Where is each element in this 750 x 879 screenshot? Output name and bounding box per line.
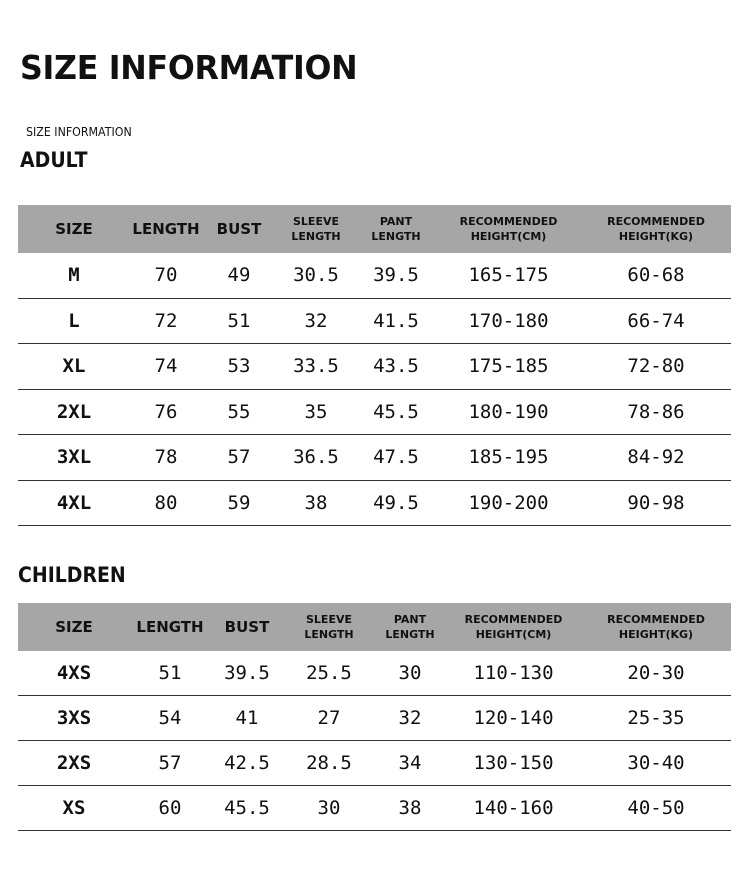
table-cell: 74: [130, 344, 202, 390]
table-cell: 32: [276, 298, 356, 344]
children-column-header: [446, 603, 581, 651]
adult-column-header: [581, 205, 731, 253]
table-cell: 60-68: [581, 253, 731, 298]
table-cell: 57: [202, 435, 276, 481]
column-header-line: HEIGHT(CM): [475, 628, 552, 641]
column-header-line: HEIGHT(KG): [618, 230, 694, 243]
adult-header-row: [18, 205, 731, 253]
column-header-line: SLEEVE: [293, 215, 339, 228]
table-cell: 84-92: [581, 435, 731, 481]
table-cell: 185-195: [436, 435, 581, 481]
table-cell: 30.5: [276, 253, 356, 298]
table-cell: 78: [130, 435, 202, 481]
table-cell: 59: [202, 480, 276, 526]
table-cell: 170-180: [436, 298, 581, 344]
children-column-header: BUST: [210, 603, 284, 651]
table-row: [18, 696, 731, 741]
table-cell: 130-150: [446, 741, 581, 786]
size-cell: 4XL: [18, 480, 130, 526]
children-column-header: LENGTH: [130, 603, 210, 651]
table-cell: 43.5: [356, 344, 436, 390]
table-cell: 165-175: [436, 253, 581, 298]
adult-column-header: SIZE: [18, 205, 130, 253]
adult-column-header: LENGTH: [130, 205, 202, 253]
column-header-line: RECOMMENDED: [459, 215, 558, 228]
table-cell: 110-130: [446, 651, 581, 696]
size-cell: 4XS: [18, 651, 130, 696]
table-cell: 180-190: [436, 389, 581, 435]
table-cell: 66-74: [581, 298, 731, 344]
size-cell: XS: [18, 786, 130, 831]
children-table-body: [18, 651, 731, 831]
table-cell: 28.5: [284, 741, 374, 786]
table-cell: 70: [130, 253, 202, 298]
table-cell: 39.5: [356, 253, 436, 298]
table-cell: 35: [276, 389, 356, 435]
table-cell: 30-40: [581, 741, 731, 786]
size-cell: 2XS: [18, 741, 130, 786]
table-cell: 40-50: [581, 786, 731, 831]
size-cell: 3XL: [18, 435, 130, 481]
table-row: [18, 480, 731, 526]
table-cell: 32: [374, 696, 446, 741]
column-header-line: PANT: [393, 613, 427, 626]
table-row: [18, 253, 731, 298]
table-cell: 78-86: [581, 389, 731, 435]
table-cell: 140-160: [446, 786, 581, 831]
column-header-line: RECOMMENDED: [464, 613, 563, 626]
table-cell: 51: [130, 651, 210, 696]
table-cell: 72: [130, 298, 202, 344]
children-column-header: [581, 603, 731, 651]
column-header-line: PANT: [379, 215, 413, 228]
column-header-line: HEIGHT(KG): [618, 628, 694, 641]
column-header-line: LENGTH: [371, 230, 421, 243]
table-cell: 49: [202, 253, 276, 298]
table-cell: 38: [276, 480, 356, 526]
adult-column-header: BUST: [202, 205, 276, 253]
table-cell: 41: [210, 696, 284, 741]
table-cell: 54: [130, 696, 210, 741]
table-cell: 90-98: [581, 480, 731, 526]
table-cell: 51: [202, 298, 276, 344]
adult-column-header: [276, 205, 356, 253]
table-cell: 36.5: [276, 435, 356, 481]
table-cell: 27: [284, 696, 374, 741]
table-row: [18, 435, 731, 481]
table-cell: 175-185: [436, 344, 581, 390]
size-cell: L: [18, 298, 130, 344]
column-header-line: LENGTH: [291, 230, 341, 243]
children-column-header: [284, 603, 374, 651]
size-cell: 3XS: [18, 696, 130, 741]
children-header-row: [18, 603, 731, 651]
table-cell: 30: [284, 786, 374, 831]
table-cell: 57: [130, 741, 210, 786]
table-cell: 45.5: [210, 786, 284, 831]
adult-column-header: [356, 205, 436, 253]
table-cell: 190-200: [436, 480, 581, 526]
children-column-header: [374, 603, 446, 651]
column-header-line: HEIGHT(CM): [470, 230, 547, 243]
size-cell: M: [18, 253, 130, 298]
page-title: SIZE INFORMATION: [20, 48, 358, 87]
column-header-line: LENGTH: [385, 628, 435, 641]
column-header-line: SLEEVE: [306, 613, 352, 626]
adult-heading: ADULT: [20, 148, 88, 172]
table-cell: 55: [202, 389, 276, 435]
table-row: [18, 389, 731, 435]
table-cell: 30: [374, 651, 446, 696]
table-cell: 25-35: [581, 696, 731, 741]
column-header-line: RECOMMENDED: [607, 215, 705, 228]
table-cell: 34: [374, 741, 446, 786]
table-cell: 47.5: [356, 435, 436, 481]
table-cell: 72-80: [581, 344, 731, 390]
table-row: [18, 651, 731, 696]
column-header-line: LENGTH: [304, 628, 354, 641]
table-cell: 80: [130, 480, 202, 526]
table-cell: 39.5: [210, 651, 284, 696]
adult-size-table: [18, 205, 731, 526]
table-cell: 53: [202, 344, 276, 390]
table-cell: 120-140: [446, 696, 581, 741]
table-cell: 42.5: [210, 741, 284, 786]
children-column-header: SIZE: [18, 603, 130, 651]
table-cell: 60: [130, 786, 210, 831]
table-cell: 25.5: [284, 651, 374, 696]
adult-table-body: [18, 253, 731, 526]
table-cell: 45.5: [356, 389, 436, 435]
children-size-table: [18, 603, 731, 831]
table-cell: 38: [374, 786, 446, 831]
table-cell: 41.5: [356, 298, 436, 344]
size-cell: XL: [18, 344, 130, 390]
table-row: [18, 298, 731, 344]
size-cell: 2XL: [18, 389, 130, 435]
page-subtitle: SIZE INFORMATION: [26, 125, 132, 139]
children-heading: CHILDREN: [18, 563, 126, 587]
table-cell: 76: [130, 389, 202, 435]
table-cell: 33.5: [276, 344, 356, 390]
column-header-line: RECOMMENDED: [607, 613, 705, 626]
adult-column-header: [436, 205, 581, 253]
table-cell: 20-30: [581, 651, 731, 696]
table-row: [18, 786, 731, 831]
table-row: [18, 344, 731, 390]
table-cell: 49.5: [356, 480, 436, 526]
table-row: [18, 741, 731, 786]
